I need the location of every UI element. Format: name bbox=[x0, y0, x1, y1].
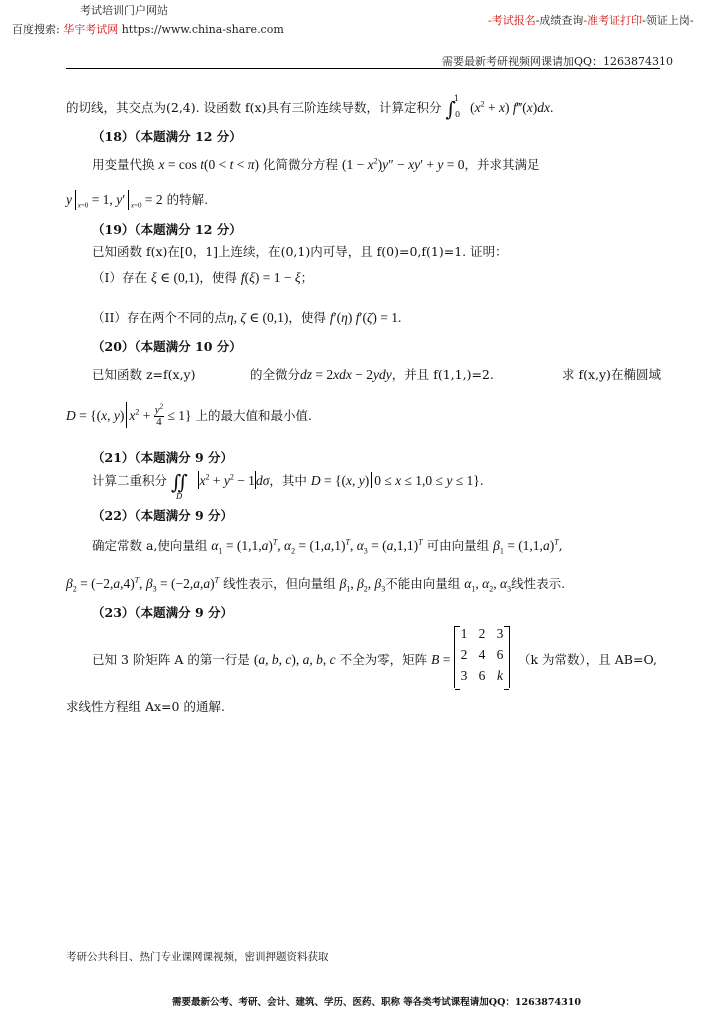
q21-heading: （21）（本题满分 9 分） bbox=[92, 450, 234, 465]
baidu-prefix: 百度搜索: bbox=[12, 23, 60, 36]
q23-heading: （23）（本题满分 9 分） bbox=[92, 605, 234, 620]
link-certificate[interactable]: -领证上岗- bbox=[642, 14, 694, 27]
link-admission-print[interactable]: -准考证打印 bbox=[583, 14, 643, 27]
q22-line1: 确定常数 a,使向量组 $\alpha_1 = (1,1,a)^T$, $\alpha_2 = (1,a,1)^T$, $\alpha_3 = (a,1,1)^T$ 可由向量组 $\beta_1 = (1,1,a)^T$, bbox=[92, 537, 563, 556]
link-registration[interactable]: -考试报名 bbox=[488, 14, 536, 27]
integral-sign: ∫ bbox=[445, 97, 456, 121]
q20-line2: D = {(x, y) $x^2$ + $\frac{y^2}{4}$ ≤ 1} 上的最大值和最小值. bbox=[66, 402, 312, 429]
q20-heading: （20）（本题满分 10 分） bbox=[92, 339, 242, 354]
q22-heading: （22）（本题满分 9 分） bbox=[92, 508, 234, 523]
q18-heading: （18）（本题满分 12 分） bbox=[92, 129, 242, 144]
site-title: 考试培训门户网站 bbox=[80, 4, 168, 17]
q18-ode: $(1 - x^2)y'' - xy' + y = 0$ bbox=[342, 156, 465, 172]
q22-line2: $\beta_2 = (-2,a,4)^T$, $\beta_3 = (-2,a,a)^T$ 线性表示，但向量组 $\beta_1$, $\beta_2$, $\beta_3$不能由向量组 $\alpha_1$, $\alpha_2$, $\alpha_3$线性表示. bbox=[66, 575, 566, 594]
q18-line1: 用变量代换 x = cos t(0 < t < π) 化简微分方程 $(1 - x^2)y'' - xy' + y = 0$，并求其满足 bbox=[92, 156, 540, 172]
q20-line1: 已知函数 z=f(x,y) 的全微分dz = 2xdx − 2ydy，并且 f(1,1,)=2. 求 f(x,y)在椭圆域 bbox=[92, 367, 661, 382]
q23-line2: 求线性方程组 Ax=0 的通解. bbox=[66, 699, 225, 714]
q18-line2: y $_{x=0}$ = 1, y′ $_{x=0}$ = 2 的特解. bbox=[66, 192, 209, 210]
q18-conditions: y $_{x=0}$ = 1, y′ $_{x=0}$ = 2 bbox=[66, 192, 163, 210]
continuation-line: 的切线，其交点为(2,4). 设函数 f(x)具有三阶连续导数，计算定积分 ∫$^1_0$ $(x^2 + x)$ f‴(x)dx. bbox=[66, 94, 554, 121]
footer-note: 考研公共科目、热门专业课网课视频，密训押题资料获取 bbox=[66, 951, 329, 963]
q19-part2: （II）存在两个不同的点η, ζ ∈ (0,1)，使得 f′(η) f′(ζ) = 1. bbox=[92, 310, 402, 325]
q19-part1: （I）存在 ξ ∈ (0,1)，使得 f(ξ) = 1 − ξ； bbox=[92, 270, 314, 285]
q21-line: 计算二重积分 $∬_D$ $x^2 + y^2 - 1d\sigma$，其中 D = {(x, y) 0 ≤ x ≤ 1,0 ≤ y ≤ 1}. bbox=[92, 470, 484, 501]
qq-note: 需要最新考研视频网课请加QQ：1263874310 bbox=[442, 55, 674, 68]
double-integral-sign: ∬ bbox=[171, 470, 189, 494]
q20-domain: D = {(x, y) $x^2$ + $\frac{y^2}{4}$ ≤ 1} bbox=[66, 402, 192, 429]
baidu-url-link[interactable]: https://www.china-share.com bbox=[121, 23, 284, 36]
q19-stem: 已知函数 f(x)在[0，1]上连续，在(0,1)内可导，且 f(0)=0,f(1)=1. 证明： bbox=[92, 244, 508, 259]
top-links bbox=[488, 12, 694, 28]
link-score-query[interactable]: -成绩查询 bbox=[535, 14, 584, 27]
matrix-b: 1 2 3 2 4 6 3 6 k bbox=[454, 626, 510, 688]
header-rule bbox=[66, 68, 660, 69]
footer-bottom: 需要最新公考、考研、会计、建筑、学历、医药、职称 等各类考试课程请加QQ：1263874310 bbox=[172, 997, 581, 1008]
baidu-brand-link[interactable]: 华宇考试网 bbox=[63, 23, 119, 36]
baidu-search-line bbox=[12, 21, 284, 37]
q19-heading: （19）（本题满分 12 分） bbox=[92, 222, 242, 237]
q18-substitution: x = cos t(0 < t < π) bbox=[158, 157, 260, 172]
integral-expr: $(x^2 + x)$ f‴(x)dx. bbox=[470, 99, 554, 115]
q23-line1: 已知 3 阶矩阵 A 的第一行是 (a, b, c), a, b, c 不全为零，矩阵 B = bbox=[92, 652, 451, 667]
q23-line1-tail: （k 为常数），且 AB=O, bbox=[518, 652, 657, 667]
